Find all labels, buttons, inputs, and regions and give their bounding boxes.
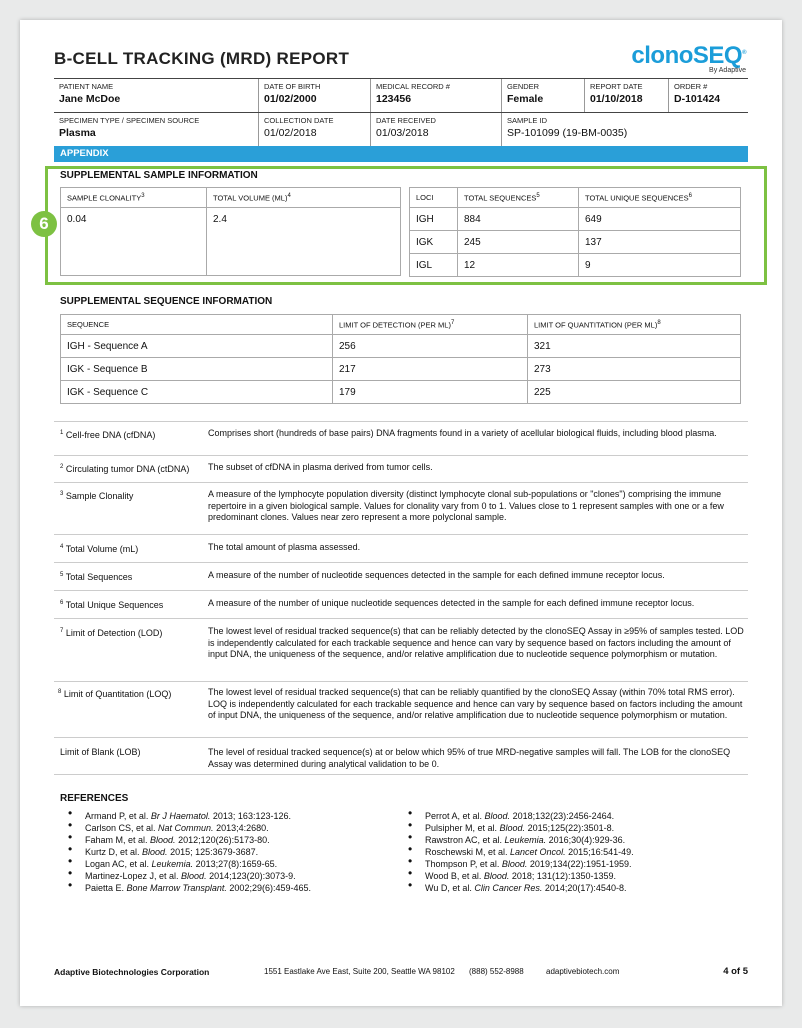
specimen-type: Plasma (59, 127, 96, 139)
mrn-cell (371, 79, 502, 113)
order-cell (669, 79, 748, 113)
reference-item: • Roschewski M, et al. Lancet Oncol. 2015;16:541-49. (408, 846, 634, 858)
specimen-type-cell (54, 113, 259, 147)
unique-sequences-cell: 9 (579, 254, 741, 277)
reference-item: • Martinez-Lopez J, et al. Blood. 2014;123(20):3073-9. (68, 870, 311, 882)
logo-reg: ® (742, 50, 746, 56)
reference-item: • Perrot A, et al. Blood. 2018;132(23):2456-2464. (408, 810, 634, 822)
reference-item: • Wood B, et al. Blood. 2018; 131(12):1350-1359. (408, 870, 634, 882)
column-header: TOTAL UNIQUE SEQUENCES$^6$ (579, 188, 741, 208)
callout-badge: 6 (31, 211, 57, 237)
column-header: LIMIT OF QUANTITATION (PER ML)$^8$ (528, 315, 741, 335)
dob-cell (259, 79, 371, 113)
loq-cell: 273 (528, 358, 741, 381)
reference-item: • Faham M, et al. Blood. 2012;120(26):5173-80. (68, 834, 311, 846)
sequence-cell: IGK - Sequence C (61, 381, 333, 404)
report-title: B-CELL TRACKING (MRD) REPORT (54, 49, 350, 68)
footer-address: 1551 Eastlake Ave East, Suite 200, Seattle WA 98102 (264, 967, 455, 976)
loci-table (409, 187, 741, 277)
column-header: SAMPLE CLONALITY$^3$ (61, 188, 207, 208)
field-label: GENDER (507, 82, 540, 91)
sequence-cell: IGH - Sequence A (61, 335, 333, 358)
definition-term: Limit of Blank (LOB) (60, 747, 141, 757)
gender-cell (502, 79, 585, 113)
supp-sequence-title: SUPPLEMENTAL SEQUENCE INFORMATION (60, 296, 273, 307)
page-number: 4 of 5 (723, 966, 748, 977)
reference-item: • Armand P, et al. Br J Haematol. 2013; 163:123-126. (68, 810, 311, 822)
definition-term: $^6$ Total Unique Sequences (60, 600, 164, 610)
sample-clonality-table (60, 187, 401, 276)
field-label: DATE RECEIVED (376, 116, 436, 125)
total-sequences-cell: 884 (458, 208, 579, 231)
column-header: LIMIT OF DETECTION (PER ML)$^7$ (333, 315, 528, 335)
locus-cell: IGH (410, 208, 458, 231)
definition-term: $^7$ Limit of Detection (LOD) (60, 628, 163, 638)
definition-row (54, 618, 748, 681)
reference-item: • Logan AC, et al. Leukemia. 2013;27(8):1659-65. (68, 858, 311, 870)
definition-row (54, 590, 748, 618)
reference-item: • Kurtz D, et al. Blood. 2015; 125:3679-3687. (68, 846, 311, 858)
definition-term: $^3$ Sample Clonality (60, 491, 134, 501)
column-header: LOCI (410, 188, 458, 208)
unique-sequences-cell: 137 (579, 231, 741, 254)
definition-row (54, 737, 748, 775)
footer-website: adaptivebiotech.com (546, 967, 620, 976)
definition-row (54, 534, 748, 562)
collection-date-cell (259, 113, 371, 147)
table-row (61, 358, 741, 381)
definition-row (54, 421, 748, 455)
unique-sequences-cell: 649 (579, 208, 741, 231)
definition-row (54, 455, 748, 482)
appendix-bar: APPENDIX (54, 146, 748, 162)
definition-text: The total amount of plasma assessed. (208, 542, 361, 552)
supp-sample-title: SUPPLEMENTAL SAMPLE INFORMATION (60, 170, 258, 181)
sample-id: SP-101099 (19-BM-0035) (507, 127, 628, 139)
reference-item: • Paietta E. Bone Marrow Transplant. 2002;29(6):459-465. (68, 882, 311, 894)
sample-id-cell (502, 113, 748, 147)
definition-term: $^4$ Total Volume (mL) (60, 544, 139, 554)
definition-row (54, 681, 748, 737)
logo-word-a: clono (631, 42, 693, 69)
table-row (410, 231, 741, 254)
date-received: 01/03/2018 (376, 127, 429, 139)
logo-byline: By Adaptive (709, 67, 746, 74)
date-of-birth: 01/02/2000 (264, 93, 317, 105)
definition-text: The lowest level of residual tracked sequence(s) that can be reliably quantified by the clonoSEQ Assay (within 70% total RMS error). LOQ is independently calculated for each trackable sequence and hence can vary by sequence based on factors including the amount of input DNA, the uniqueness of the sequence, and/or relative amplification due to nucleotide sequence polymorphism or mutation. (208, 687, 743, 720)
reference-item: • Pulsipher M, et al. Blood. 2015;125(22):3501-8. (408, 822, 634, 834)
definition-row (54, 562, 748, 590)
table-row (61, 381, 741, 404)
field-label: ORDER # (674, 82, 708, 91)
references-title: REFERENCES (60, 793, 129, 804)
patient-name: Jane McDoe (59, 93, 121, 105)
definition-term: $^5$ Total Sequences (60, 572, 133, 582)
lod-cell: 179 (333, 381, 528, 404)
lod-cell: 256 (333, 335, 528, 358)
definition-text: A measure of the number of unique nucleotide sequences detected in the sample for each defined immune receptor locus. (208, 598, 695, 608)
page-footer (54, 966, 748, 977)
definition-text: The level of residual tracked sequence(s) at or below which 95% of true MRD-negative samples will fall. The LOB for the clonoSEQ Assay was determined during analytical validation to be 0. (208, 747, 731, 769)
field-label: SAMPLE ID (507, 116, 548, 125)
patient-header-row (54, 78, 748, 113)
loq-cell: 225 (528, 381, 741, 404)
definition-text: Comprises short (hundreds of base pairs) DNA fragments found in a variety of acellular biological fluids, including blood plasma. (208, 428, 717, 438)
table-row (61, 335, 741, 358)
reference-item: • Rawstron AC, et al. Leukemia. 2016;30(4):929-36. (408, 834, 634, 846)
specimen-header-row (54, 112, 748, 147)
lod-cell: 217 (333, 358, 528, 381)
reference-item: • Thompson P, et al. Blood. 2019;134(22):1951-1959. (408, 858, 634, 870)
column-header: TOTAL VOLUME (ML)$^4$ (207, 188, 401, 208)
column-header: SEQUENCE (61, 315, 333, 335)
medical-record-number: 123456 (376, 93, 412, 105)
sequence-cell: IGK - Sequence B (61, 358, 333, 381)
field-label: MEDICAL RECORD # (376, 82, 450, 91)
total-volume-value: 2.4 (207, 208, 401, 276)
sequence-table (60, 314, 741, 404)
table-row (410, 254, 741, 277)
table-row (410, 208, 741, 231)
definition-text: The lowest level of residual tracked sequence(s) that can be reliably detected by the clonoSEQ Assay in ≥95% of samples tested. LOD is independently calculated for each trackable sequence and hence can vary by sequence based on factors including the amount of input DNA, the uniqueness of the sequence, and/or relative amplification due to nucleotide sequence polymorphism or mutation. (208, 626, 744, 659)
locus-cell: IGK (410, 231, 458, 254)
report-date-cell (585, 79, 669, 113)
clonoseq-logo (631, 42, 746, 74)
collection-date: 01/02/2018 (264, 127, 317, 139)
definition-term: $^2$ Circulating tumor DNA (ctDNA) (60, 464, 190, 474)
field-label: COLLECTION DATE (264, 116, 334, 125)
total-sequences-cell: 245 (458, 231, 579, 254)
column-header: TOTAL SEQUENCES$^5$ (458, 188, 579, 208)
total-sequences-cell: 12 (458, 254, 579, 277)
definition-row (54, 482, 748, 534)
definition-text: A measure of the number of nucleotide sequences detected in the sample for each defined immune receptor locus. (208, 570, 665, 580)
field-label: SPECIMEN TYPE / SPECIMEN SOURCE (59, 116, 200, 125)
definition-term: $^8$ Limit of Quantitation (LOQ) (58, 689, 172, 699)
references-right-column (408, 810, 634, 894)
definitions-list (54, 421, 748, 775)
field-label: REPORT DATE (590, 82, 643, 91)
sample-clonality-value: 0.04 (61, 208, 207, 276)
footer-company: Adaptive Biotechnologies Corporation (54, 966, 210, 977)
definition-term: $^1$ Cell-free DNA (cfDNA) (60, 430, 156, 440)
definition-text: The subset of cfDNA in plasma derived from tumor cells. (208, 462, 433, 472)
footer-phone: (888) 552-8988 (469, 967, 524, 976)
references-left-column (68, 810, 311, 894)
reference-item: • Wu D, et al. Clin Cancer Res. 2014;20(17):4540-8. (408, 882, 634, 894)
date-received-cell (371, 113, 502, 147)
patient-name-cell (54, 79, 259, 113)
gender: Female (507, 93, 544, 105)
field-label: PATIENT NAME (59, 82, 114, 91)
logo-word-b: SEQ (692, 42, 743, 69)
report-page (20, 20, 782, 1006)
order-number: D-101424 (674, 93, 721, 105)
loq-cell: 321 (528, 335, 741, 358)
report-date: 01/10/2018 (590, 93, 643, 105)
field-label: DATE OF BIRTH (264, 82, 321, 91)
definition-text: A measure of the lymphocyte population diversity (distinct lymphocyte clonal sub-populations or "clones") comprising the immune repertoire in a given biological sample. Values for clonality vary from 0 to 1. Values close to 1 represent samples with one or a few predominant clones. Values near zero represent a more polyclonal sample. (208, 489, 724, 522)
locus-cell: IGL (410, 254, 458, 277)
reference-item: • Carlson CS, et al. Nat Commun. 2013;4:2680. (68, 822, 311, 834)
